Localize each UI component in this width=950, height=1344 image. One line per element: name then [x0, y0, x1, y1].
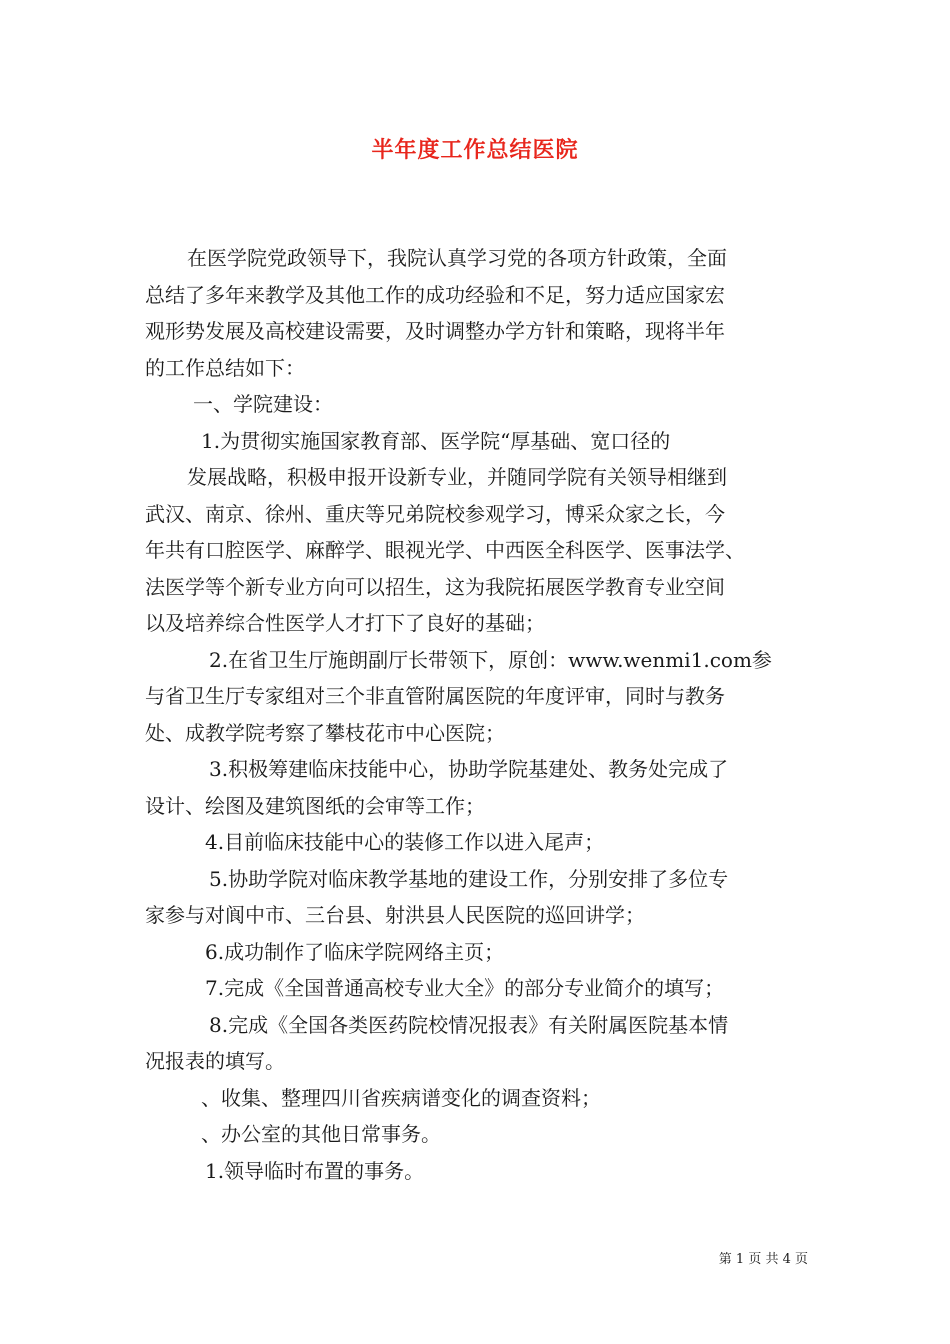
section-heading: 一、学院建设：	[193, 392, 333, 416]
paragraph-line: 年共有口腔医学、麻醉学、眼视光学、中西医全科医学、医事法学、	[145, 538, 745, 562]
paragraph-line: 以及培养综合性医学人才打下了良好的基础；	[145, 611, 545, 635]
list-item-line: 5.协助学院对临床教学基地的建设工作，分别安排了多位专	[209, 866, 729, 891]
list-item-line: 8.完成《全国各类医药院校情况报表》有关附属医院基本情	[209, 1012, 729, 1037]
list-item-line: 1.领导临时布置的事务。	[205, 1158, 425, 1183]
list-item-line: 7.完成《全国普通高校专业大全》的部分专业简介的填写；	[205, 976, 725, 1000]
paragraph-line: 的工作总结如下：	[145, 355, 305, 380]
list-item-line: 、收集、整理四川省疾病谱变化的调查资料；	[201, 1085, 601, 1110]
list-item-line: 1.为贯彻实施国家教育部、医学院“厚基础、宽口径的	[201, 428, 671, 453]
paragraph-line: 武汉、南京、徐州、重庆等兄弟院校参观学习，博采众家之长，今	[145, 501, 725, 526]
paragraph-line: 设计、绘图及建筑图纸的会审等工作；	[145, 793, 485, 818]
list-item-line: 6.成功制作了临床学院网络主页；	[205, 939, 505, 964]
page-indicator: 第 1 页 共 4 页	[718, 1252, 808, 1267]
paragraph-line: 处、成教学院考察了攀枝花市中心医院；	[145, 720, 505, 745]
paragraph-line: 在医学院党政领导下，我院认真学习党的各项方针政策，全面	[187, 246, 727, 270]
paragraph-line: 家参与对阆中市、三台县、射洪县人民医院的巡回讲学；	[145, 903, 645, 927]
list-item-line: 2.在省卫生厅施朗副厅长带领下，原创：www.wenmi1.com参	[209, 647, 772, 672]
paragraph-line: 总结了多年来教学及其他工作的成功经验和不足，努力适应国家宏	[145, 282, 725, 307]
page-title: 半年度工作总结医院	[371, 137, 579, 163]
paragraph-line: 法医学等个新专业方向可以招生，这为我院拓展医学教育专业空间	[145, 574, 725, 599]
document-body	[145, 240, 815, 1189]
paragraph-line: 观形势发展及高校建设需要，及时调整办学方针和策略，现将半年	[145, 319, 725, 343]
list-item-line: 3.积极筹建临床技能中心，协助学院基建处、教务处完成了	[209, 757, 729, 781]
paragraph-line: 发展战略，积极申报开设新专业，并随同学院有关领导相继到	[187, 465, 727, 489]
paragraph-line: 况报表的填写。	[145, 1049, 285, 1073]
list-item-line: 、办公室的其他日常事务。	[201, 1122, 441, 1146]
paragraph-line: 与省卫生厅专家组对三个非直管附属医院的年度评审，同时与教务	[145, 684, 725, 708]
list-item-line: 4.目前临床技能中心的装修工作以进入尾声；	[205, 830, 605, 854]
